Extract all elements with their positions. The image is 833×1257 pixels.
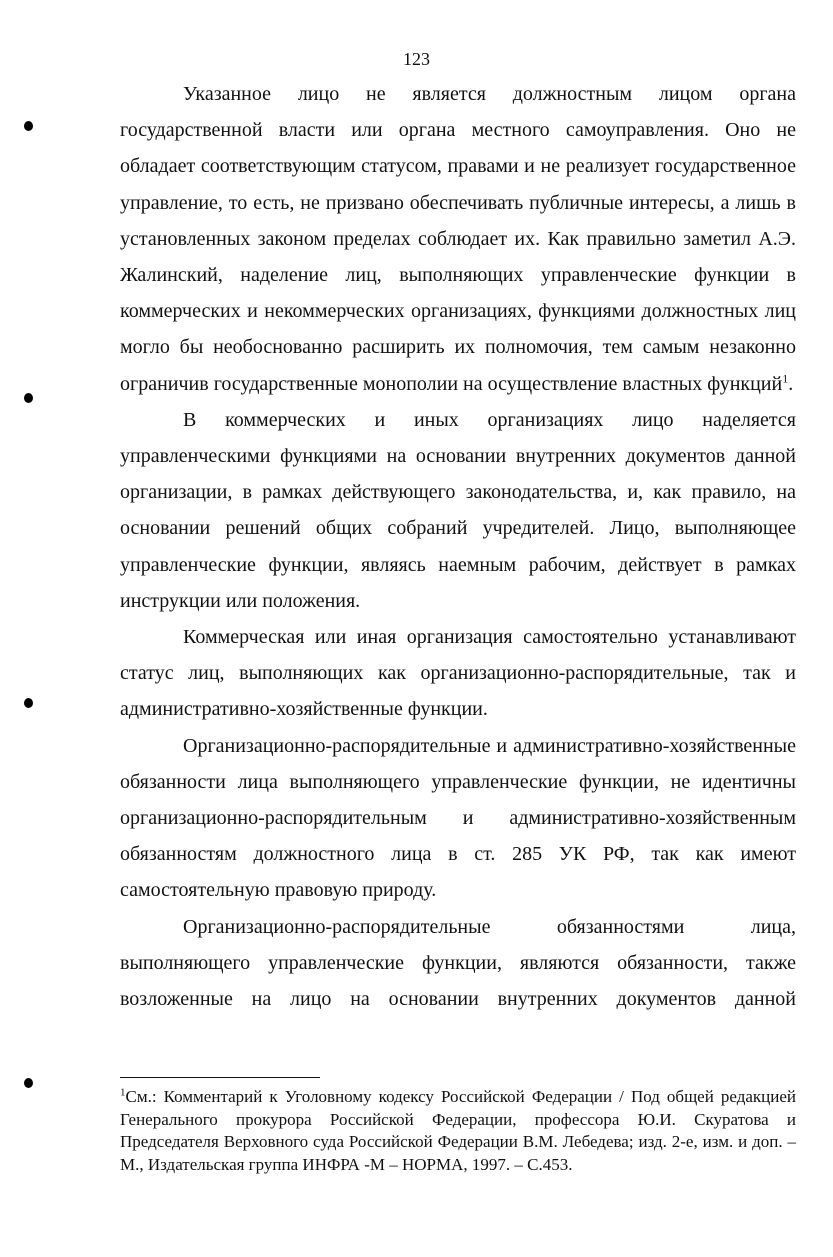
punch-hole-mark xyxy=(24,393,33,403)
footnote-divider xyxy=(120,1077,320,1078)
body-text xyxy=(120,76,796,1017)
paragraph-1-end: . xyxy=(788,372,794,395)
page-number: 123 xyxy=(403,49,430,69)
paragraph-1-text: Указанное лицо не является должностным лицом органа государственной власти или органа местного самоуправления. Оно не обладает соответствующим статусом, правами и не реализует государственное управление, то есть, не призвано обеспечивать публичные интересы, а лишь в установленных законом пределах соблюдает их. Как правильно заметил А.Э. Жалинский, наделение лиц, выполняющих управленческие функции в коммерческих и некоммерческих организациях, функциями должностных лиц могло бы необоснованно расширить их полномочия, тем самым незаконно ограничив государственные монополии на осуществление властных функций xyxy=(120,83,796,395)
footnote-reference: 1 xyxy=(782,370,789,385)
punch-hole-mark xyxy=(24,698,33,708)
paragraph-3: Коммерческая или иная организация самостоятельно устанавливают статус лиц, выполняющих как организационно-распорядительные, так и административно-хозяйственные функции. xyxy=(120,626,796,721)
footnote xyxy=(120,1086,796,1176)
paragraph-1 xyxy=(120,76,796,402)
punch-hole-mark xyxy=(24,121,33,131)
footnote-mark: 1 xyxy=(120,1086,126,1099)
footnote-text: См.: Комментарий к Уголовному кодексу Российской Федерации / Под общей редакцией Генерального прокурора Российской Федерации, профессора Ю.И. Скуратова и Председателя Верховного суда Российской Федерации В.М. Лебедева; изд. 2-е, изм. и доп. – М., Издательская группа ИНФРА -М – НОРМА, 1997. – С.453. xyxy=(120,1087,796,1174)
punch-hole-mark xyxy=(24,1078,33,1088)
paragraph-2: В коммерческих и иных организациях лицо наделяется управленческими функциями на основании внутренних документов данной организации, в рамках действующего законодательства, и, как правило, на основании решений общих собраний учредителей. Лицо, выполняющее управленческие функции, являясь наемным рабочим, действует в рамках инструкции или положения. xyxy=(120,408,796,612)
paragraph-4: Организационно-распорядительные и административно-хозяйственные обязанности лица выполняющего управленческие функции, не идентичны организационно-распорядительным и административно-хозяйственным обязанностям должностного лица в ст. 285 УК РФ, так как имеют самостоятельную правовую природу. xyxy=(120,734,796,902)
paragraph-5: Организационно-распорядительные обязанностями лица, выполняющего управленческие функции, являются обязанности, также возложенные на лицо на основании внутренних документов данной xyxy=(120,915,796,1011)
